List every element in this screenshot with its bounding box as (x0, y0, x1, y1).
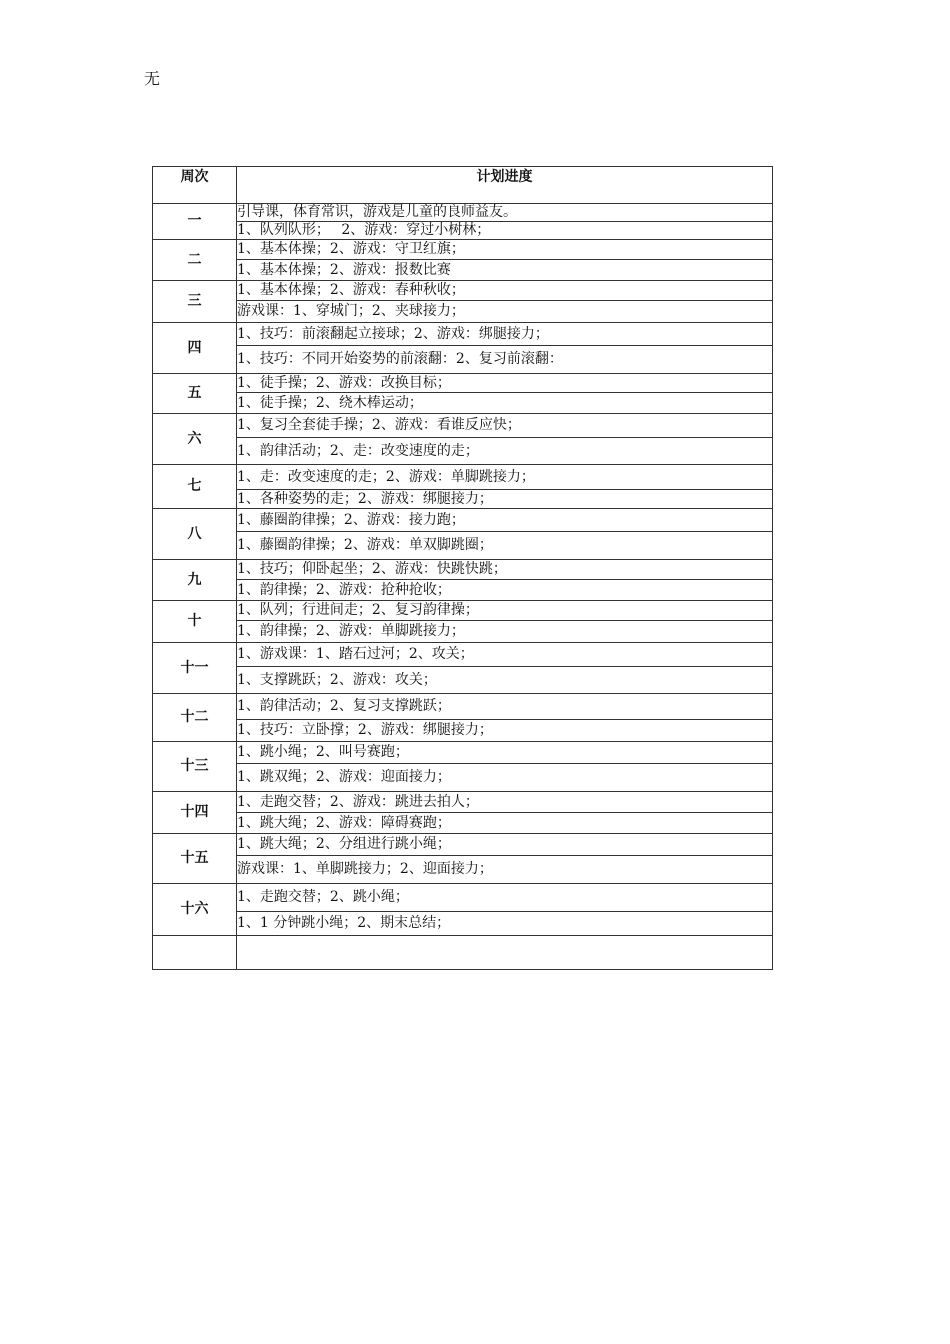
week-cell: 八 (153, 509, 237, 560)
plan-body (153, 204, 773, 970)
table-row (153, 720, 773, 742)
plan-entry: 1、基本体操；2、游戏：报数比赛 (237, 260, 773, 281)
plan-entry: 1、跳双绳；2、游戏：迎面接力； (237, 764, 773, 792)
plan-entry: 1、跳大绳；2、游戏：障碍赛跑； (237, 813, 773, 834)
plan-entry (237, 936, 773, 970)
table-row (153, 912, 773, 936)
plan-entry: 1、徒手操；2、游戏：改换目标； (237, 374, 773, 393)
week-cell: 十 (153, 601, 237, 643)
plan-entry: 1、各种姿势的走；2、游戏：绑腿接力； (237, 490, 773, 509)
week-cell: 十五 (153, 834, 237, 884)
plan-header: 计划进度 (237, 167, 773, 204)
plan-entry: 1、技巧：立卧撑；2、游戏：绑腿接力； (237, 720, 773, 742)
table-row (153, 532, 773, 560)
plan-entry: 游戏课：1、单脚跳接力；2、迎面接力； (237, 856, 773, 884)
table-row (153, 346, 773, 374)
table-row (153, 792, 773, 813)
week-cell: 一 (153, 204, 237, 240)
table-header-row (153, 167, 773, 204)
week-cell: 九 (153, 560, 237, 601)
table-row (153, 222, 773, 240)
table-row (153, 580, 773, 601)
table-row (153, 490, 773, 509)
plan-entry: 游戏课：1、穿城门；2、夹球接力； (237, 301, 773, 323)
table-row (153, 281, 773, 301)
plan-entry: 1、走跑交替；2、游戏：跳进去拍人； (237, 792, 773, 813)
week-cell (153, 936, 237, 970)
plan-entry: 1、复习全套徒手操；2、游戏：看谁反应快； (237, 414, 773, 438)
plan-entry: 1、跳大绳；2、分组进行跳小绳； (237, 834, 773, 856)
table-row (153, 601, 773, 621)
plan-entry: 1、走：改变速度的走；2、游戏：单脚跳接力； (237, 465, 773, 490)
week-cell: 三 (153, 281, 237, 323)
plan-entry: 1、技巧；仰卧起坐；2、游戏：快跳快跳； (237, 560, 773, 580)
plan-entry: 1、基本体操；2、游戏：春种秋收； (237, 281, 773, 301)
table-row (153, 643, 773, 667)
table-row (153, 260, 773, 281)
table-row (153, 301, 773, 323)
plan-table (152, 166, 773, 970)
table-row (153, 414, 773, 438)
table-row (153, 560, 773, 580)
week-cell: 六 (153, 414, 237, 465)
table-row (153, 374, 773, 393)
table-row (153, 856, 773, 884)
plan-entry: 1、队列队形； 2、游戏：穿过小树林； (237, 222, 773, 240)
table-row (153, 764, 773, 792)
plan-entry: 1、1 分钟跳小绳；2、期末总结； (237, 912, 773, 936)
week-cell: 二 (153, 240, 237, 281)
plan-entry: 1、队列；行进间走；2、复习韵律操； (237, 601, 773, 621)
table-row (153, 393, 773, 414)
plan-entry: 1、徒手操；2、绕木棒运动； (237, 393, 773, 414)
table-row (153, 813, 773, 834)
table-row (153, 694, 773, 720)
table-row (153, 621, 773, 643)
plan-entry: 1、藤圈韵律操；2、游戏：接力跑； (237, 509, 773, 532)
table-row (153, 884, 773, 912)
table-row (153, 204, 773, 222)
week-cell: 十三 (153, 742, 237, 792)
table-row (153, 667, 773, 694)
plan-entry: 1、韵律操；2、游戏：抢种抢收； (237, 580, 773, 601)
plan-entry: 1、技巧：前滚翻起立接球；2、游戏：绑腿接力； (237, 323, 773, 346)
week-cell: 十四 (153, 792, 237, 834)
table-row (153, 240, 773, 260)
week-cell: 四 (153, 323, 237, 374)
plan-entry: 1、韵律操；2、游戏：单脚跳接力； (237, 621, 773, 643)
table-row (153, 323, 773, 346)
table-row (153, 834, 773, 856)
table-row (153, 465, 773, 490)
plan-entry: 1、游戏课：1、踏石过河；2、攻关； (237, 643, 773, 667)
table-row (153, 936, 773, 970)
week-cell: 十一 (153, 643, 237, 694)
plan-entry: 1、技巧：不同开始姿势的前滚翻：2、复习前滚翻： (237, 346, 773, 374)
plan-entry: 1、韵律活动；2、走：改变速度的走； (237, 438, 773, 465)
plan-entry: 1、走跑交替；2、跳小绳； (237, 884, 773, 912)
week-cell: 十二 (153, 694, 237, 742)
week-cell: 七 (153, 465, 237, 509)
table-row (153, 742, 773, 764)
plan-entry: 1、韵律活动；2、复习支撑跳跃； (237, 694, 773, 720)
plan-entry: 1、藤圈韵律操；2、游戏：单双脚跳圈； (237, 532, 773, 560)
plan-entry: 引导课，体育常识，游戏是儿童的良师益友。 (237, 204, 773, 222)
table-row (153, 438, 773, 465)
plan-entry: 1、基本体操；2、游戏：守卫红旗； (237, 240, 773, 260)
table-row (153, 509, 773, 532)
top-note: 无 (144, 69, 161, 88)
plan-entry: 1、支撑跳跃；2、游戏：攻关； (237, 667, 773, 694)
week-cell: 五 (153, 374, 237, 414)
week-header: 周次 (153, 167, 237, 204)
plan-entry: 1、跳小绳；2、叫号赛跑； (237, 742, 773, 764)
week-cell: 十六 (153, 884, 237, 936)
